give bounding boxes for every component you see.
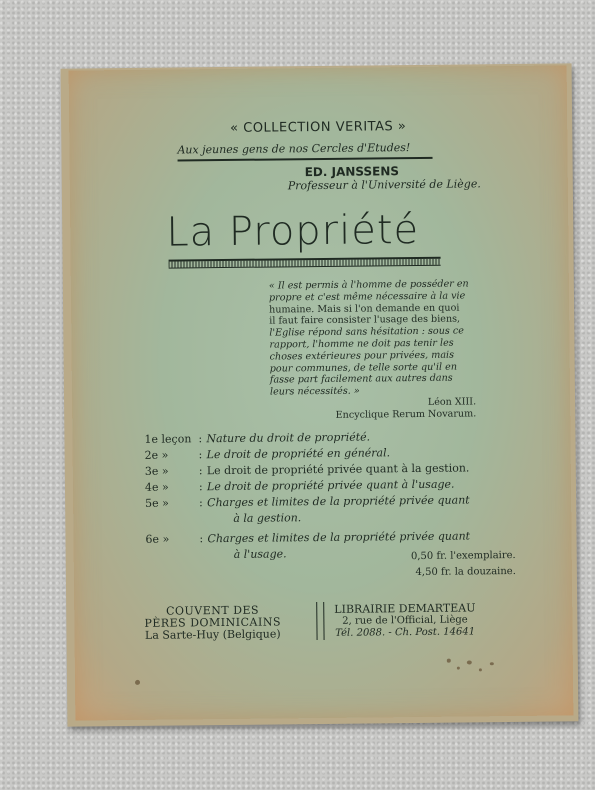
publisher-line: 2, rue de l'Official, Liège: [342, 614, 468, 627]
lesson-text: [207, 492, 505, 527]
lesson-text: Le droit de propriété en général.: [206, 446, 391, 462]
price-single: 0,50 fr. l'exemplaire.: [410, 549, 516, 563]
lesson-sep: :: [199, 496, 203, 510]
lesson-sep: :: [198, 480, 203, 494]
lesson-number: 2e »: [144, 448, 169, 462]
quote-line: fasse part facilement aux autres dans: [269, 372, 453, 386]
quote-line: choses extérieures pour privées, mais: [269, 349, 455, 363]
stain-spot: [490, 662, 494, 665]
lesson-text: Le droit de propriété privée quant à la gestion.: [206, 461, 470, 478]
lesson-number: 5e »: [145, 496, 169, 510]
quote-author: Léon XIII.: [427, 396, 477, 408]
stain-spot: [447, 659, 451, 663]
title-rule: [169, 257, 441, 269]
lesson-number: 3e »: [144, 464, 169, 478]
quote-work: Encyclique Rerum Novarum.: [335, 408, 477, 421]
lesson-sep: :: [198, 432, 203, 446]
lesson-text: Le droit de propriété privée quant à l'usage.: [206, 477, 455, 494]
lesson-number: 6e »: [145, 532, 170, 546]
lesson-text-line: Charges et limites de la propriété privée quant: [207, 493, 470, 510]
quote-line: il faut faire consister l'usage des biens,: [269, 313, 461, 327]
quote-line: « Il est permis à l'homme de posséder en: [268, 278, 469, 292]
lesson-text-cont: à la gestion.: [233, 511, 302, 525]
quote: [269, 278, 506, 422]
series-title: « COLLECTION VERITAS »: [230, 119, 407, 136]
double-rule-divider: [316, 602, 324, 640]
dedication-rule: [178, 157, 433, 162]
publisher-line: La Sarte-Huy (Belgique): [144, 627, 281, 642]
publisher-line: Tél. 2088. - Ch. Post. 14641: [335, 626, 476, 639]
lesson-sep: :: [199, 532, 204, 546]
stain-spot: [135, 680, 140, 685]
lesson-number: 4e »: [144, 480, 169, 494]
author-name: ED. JANSSENS: [304, 164, 400, 180]
publisher-line: COUVENT DES: [165, 603, 260, 618]
author-title: Professeur à l'Université de Liège.: [287, 177, 481, 193]
quote-line: l'Eglise répond sans hésitation : sous ce: [269, 325, 464, 339]
price-dozen: 4,50 fr. la douzaine.: [415, 565, 516, 579]
main-title: La Propriété: [166, 206, 420, 256]
publisher-line: LIBRAIRIE DEMARTEAU: [334, 601, 476, 616]
quote-line: pour communes, de telle sorte qu'il en: [269, 361, 458, 375]
stain-spot: [467, 660, 472, 664]
lesson-item: [145, 492, 505, 528]
lesson-list: [144, 428, 505, 564]
lesson-text-cont: à l'usage.: [233, 547, 287, 561]
stain-spot: [479, 668, 482, 671]
dedication: Aux jeunes gens de nos Cercles d'Etudes!: [177, 141, 411, 157]
lesson-sep: :: [198, 448, 203, 462]
quote-line: leurs nécessités. »: [269, 385, 360, 398]
publisher-line: PÈRES DOMINICAINS: [144, 615, 282, 630]
lesson-text: Nature du droit de propriété.: [206, 430, 371, 446]
booklet-cover: [69, 65, 574, 720]
lesson-number: 1e leçon: [144, 432, 192, 446]
lesson-sep: :: [198, 464, 203, 478]
publisher-bookshop: [334, 602, 476, 639]
lesson-text-line: Charges et limites de la propriété privée quant: [207, 529, 471, 546]
stain-spot: [457, 667, 460, 670]
quote-line: humaine. Mais si l'on demande en quoi: [269, 302, 460, 316]
publisher-convent: [144, 604, 281, 641]
quote-line: rapport, l'homme ne doit pas tenir les: [269, 337, 454, 351]
quote-line: propre et c'est même nécessaire à la vie: [268, 290, 466, 304]
